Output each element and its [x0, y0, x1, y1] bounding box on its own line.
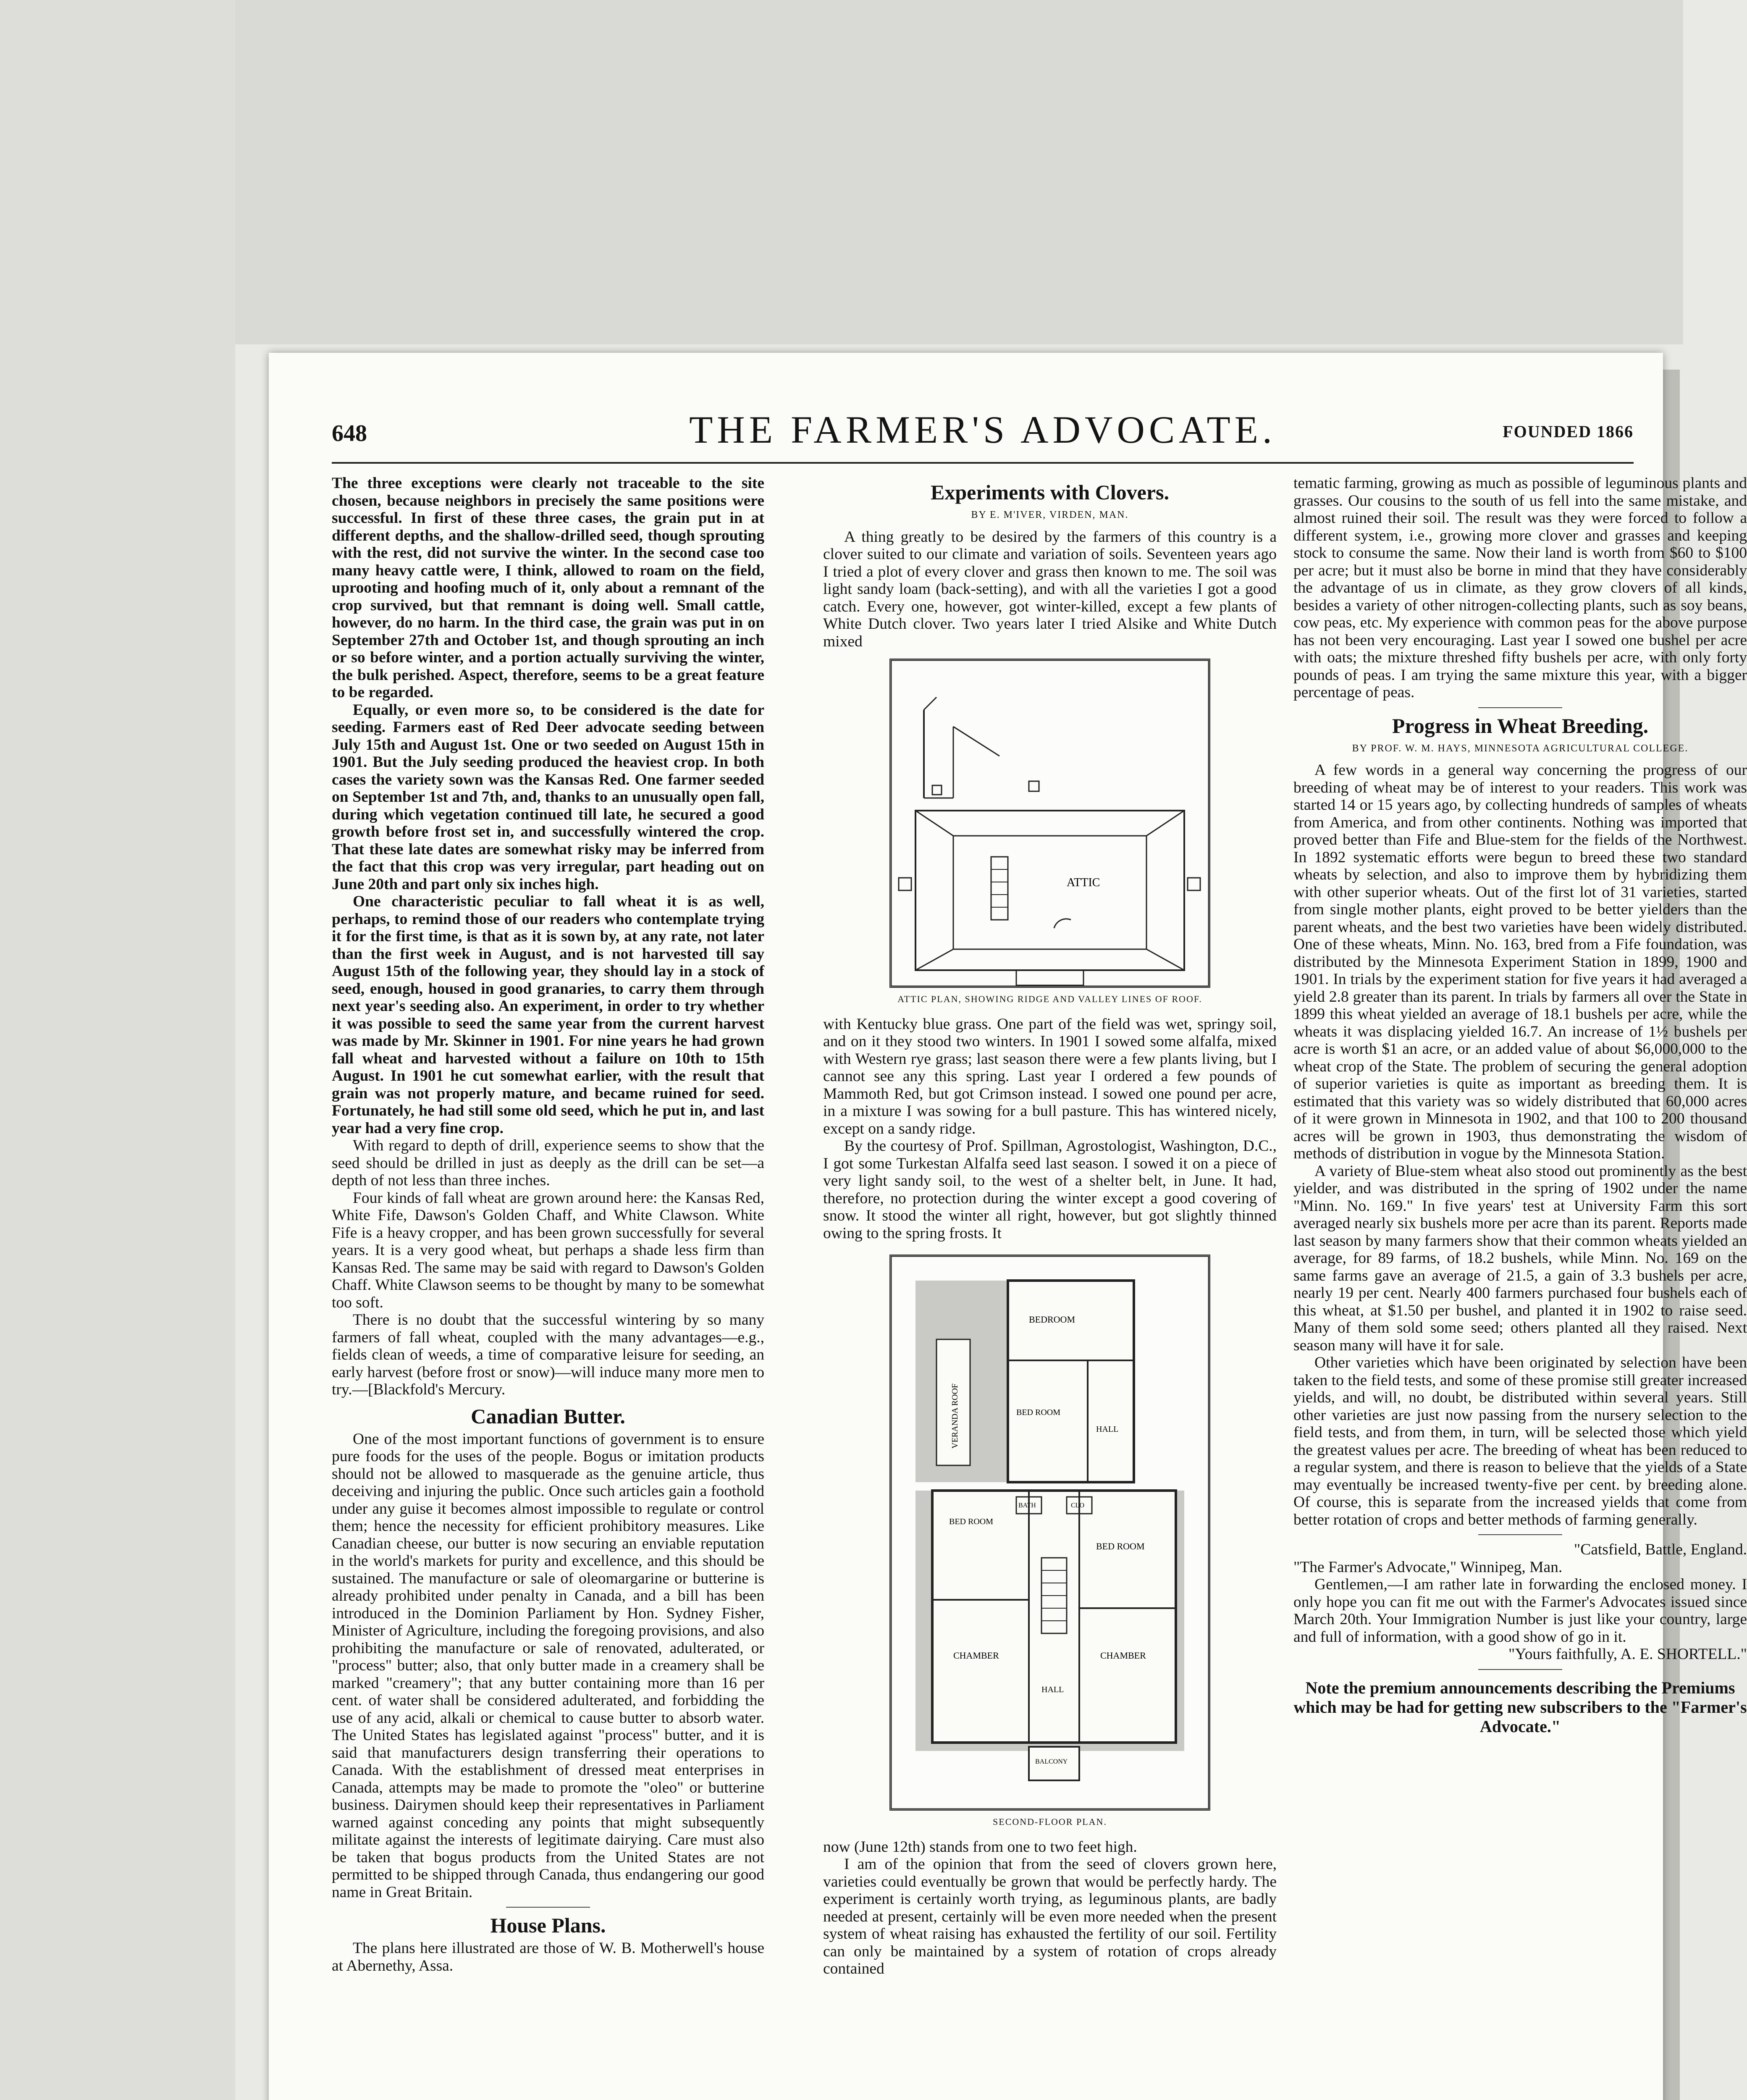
section-title-canadian-butter: Canadian Butter. — [471, 1404, 625, 1428]
article-paragraph: Other varieties which have been originated by selection have been taken to the field tests, and some of these promise still greater increased yields, and will, no doubt, be distributed within several years. Still other varieties are just now passing from the nursery selection to the field tests, and from them, in turn, will be selected those which yield the greatest values per acre. The breeding of wheat has been reduced to a regular system, and there is reason to believe that the yields of a State may eventually be increased twenty-five per cent. by breeding alone. Of course, this is separate from the increased yields that come from better rotation of crops and better methods of farming generally. — [1293, 1354, 1747, 1528]
room-label-veranda: VERANDA ROOF — [950, 1383, 960, 1449]
article-paragraph: tematic farming, growing as much as possible of leguminous plants and grasses. Our cousins to the south of us fell into the same mistake, and almost ruined their soil. The result was they were forced to follow a different system, i.e., growing more clover and grasses and keeping stock to consume the same. Now their land is worth from $60 to $100 per acre; but it must also be borne in mind that they have considerably the advantage of us in climate, as they grow clovers of all kinds, besides a variety of other nitrogen-collecting plants, such as soy beans, cow peas, etc. My experience with common peas for the above purpose has not been very encouraging. Last year I sowed one bushel per acre with oats; the mixture threshed fifty bushels per acre, with only forty pounds of peas. I am trying the same mixture this year, with a bigger percentage of peas. — [1293, 475, 1747, 701]
section-title-wheat-breeding: Progress in Wheat Breeding. — [1392, 714, 1649, 738]
article-byline: BY PROF. W. M. HAYS, MINNESOTA AGRICULTURAL COLLEGE. — [1352, 743, 1689, 754]
letter-signature: "Yours faithfully, A. E. SHORTELL." — [1508, 1646, 1747, 1663]
scan-background-top — [0, 0, 1683, 344]
newspaper-page — [269, 353, 1747, 2100]
page-header — [332, 407, 1634, 464]
column-right — [1293, 475, 1747, 2100]
article-paragraph: A variety of Blue-stem wheat also stood out prominently as the best yielder, and was distributed in the spring of 1902 under the name "Minn. No. 169." In five years' test at University Farm this sort averaged nearly six bushels more per acre than its parent. Reports made last season by many farmers show that their common wheats yielded an average, for 89 farms, of 18.2 bushels, while Minn. No. 169 on the same farms gave an average of 21.5, a gain of 3.3 bushels per acre, nearly 19 per cent. Nearly 400 farmers purchased four bushels each of this wheat, at $1.50 per bushel, and planted it in 1902 to raise seed. Many of them sold some seed; others planted all they raised. Next season many will have it for sale. — [1293, 1162, 1747, 1354]
section-divider — [1478, 1669, 1562, 1670]
article-paragraph: One of the most important functions of government is to ensure pure foods for the uses of the people. Bogus or imitation products should not be allowed to masquerade as the genuine article, thus deceiving and injuring the public. Once such articles gain a foothold under any guise it becomes almost impossible to regulate or control them; hence the necessity for efficient prohibitory measures. Like Canadian cheese, our butter is now securing an enviable reputation in the world's markets for purity and excellence, and this should be sustained. The manufacture or sale of oleomargarine or butterine is already prohibited under penalty in Canada, and a bill has been introduced in the Dominion Parliament by Hon. Sydney Fisher, Minister of Agriculture, including the foregoing provisions, and also prohibiting the manufacture or sale of renovated, adulterated, or "process" butter; also, that only butter made in a creamery shall be marked "creamery"; that any butter containing more than 16 per cent. of water shall be considered adulterated, and forbidding the use of any acid, alkali or chemical to cause butter to absorb water. The United States has legislated against "process" butter, and it is said that manufacturers design transferring their operations to Canada. With the establishment of dressed meat enterprises in Canada, attempts may be made to promote the "oleo" or butterine business. Dairymen should keep their representatives in Parliament warned against conceding any points that might subsequently militate against the interests of legitimate dairying. Care must also be taken that bogus products from the United States are not permitted to be shipped through Canada, thus endangering our good name in Great Britain. — [332, 1430, 764, 1901]
article-byline: BY E. M'IVER, VIRDEN, MAN. — [971, 509, 1129, 520]
room-label-chamber: CHAMBER — [1100, 1650, 1146, 1661]
letter-recipient: "The Farmer's Advocate," Winnipeg, Man. — [1293, 1558, 1563, 1576]
article-paragraph: I am of the opinion that from the seed of clovers grown here, varieties could eventually be grown that would be perfectly hardy. The experiment is certainly worth trying, as leguminous plants, are badly needed at present, certainly will be even more needed when the present system of wheat raising has exhausted the fertility of our soil. Fertility can only be maintained by a system of rotation of crops already contained — [823, 1856, 1277, 1977]
section-divider — [506, 1907, 590, 1908]
room-label-hall: HALL — [1041, 1685, 1064, 1694]
masthead-title: THE FARMER'S ADVOCATE. — [689, 408, 1276, 451]
article-paragraph: A thing greatly to be desired by the farmers of this country is a clover suited to our climate and variation of soils. Seventeen years ago I tried a plot of every clover and grass then known to me. The soil was light sandy loam (back-setting), and with all the varieties I got a good catch. Every one, however, got winter-killed, except a few plants of White Dutch clover. Two years later I tried Alsike and White Dutch mixed — [823, 528, 1277, 650]
room-label-bedroom: BED ROOM — [1096, 1541, 1145, 1551]
attic-label: ATTIC — [1067, 876, 1100, 889]
article-paragraph: with Kentucky blue grass. One part of the field was wet, springy soil, and on it they stood two winters. In 1901 I sowed some alfalfa, mixed with Western rye grass; last season there were a few plants living, but I cannot see any this spring. Last year I ordered a few pounds of Mammoth Red, but got Crimson instead. I sowed one pound per acre, in a mixture I was sowing for a bull pasture. This has wintered nicely, except on a sandy ridge. — [823, 1015, 1277, 1137]
room-label-chamber: CHAMBER — [953, 1650, 999, 1661]
room-label-bedroom: BED ROOM — [949, 1517, 994, 1526]
article-paragraph: Equally, or even more so, to be considered is the date for seeding. Farmers east of Red Deer advocate seeding between July 15th and August 1st. One or two seeded on August 15th in 1901. But the July seeding produced the heaviest crop. In both cases the variety sown was the Kansas Red. One farmer seeded on September 1st and 7th, and, thanks to an unusually open fall, during which vegetation continued till late, he secured a good growth before frost set in, and successfully wintered the crop. That these late dates are somewhat risky may be inferred from the fact that this crop was very irregular, part heading out on June 20th and part only six inches high. — [332, 701, 764, 893]
premium-notice: Note the premium announcements describing the Premiums which may be had for getting new subscribers to the "Farmer's Advocate." — [1293, 1678, 1747, 1736]
section-divider — [1478, 1534, 1562, 1535]
scan-background-left — [0, 0, 235, 2100]
article-paragraph: The plans here illustrated are those of W. B. Motherwell's house at Abernethy, Assa. — [332, 1940, 764, 1974]
article-paragraph: now (June 12th) stands from one to two feet high. — [823, 1838, 1137, 1856]
founded-label: FOUNDED 1866 — [1503, 422, 1634, 441]
attic-plan-caption: ATTIC PLAN, SHOWING RIDGE AND VALLEY LINES OF ROOF. — [897, 994, 1202, 1004]
attic-plan-figure — [889, 659, 1210, 988]
article-paragraph: A few words in a general way concerning the progress of our breeding of wheat may be of interest to your readers. This work was started 14 or 15 years ago, by collecting hundreds of samples of wheats from America, and from other continents. Nothing was imported that proved better than Fife and Blue-stem for the fields of the Northwest. In 1892 systematic efforts were begun to breed these two standard wheats by selection, and also to improve them by hybridizing them with other superior wheats. Out of the first lot of 31 varieties, started from single mother plants, eight proved to be better yielders than the parent wheats, and the best two varieties have been widely distributed. One of these wheats, Minn. No. 163, bred from a Fife foundation, was distributed by the Minnesota Experiment Station in 1899, 1900 and 1901. In trials by the experiment station for five years it had averaged a yield 2.8 greater than its parent. In trials by farmers all over the State in 1899 this wheat yielded an average of 18.1 bushels per acre, while the wheats it was displacing yielded 16.7. An increase of 1½ bushels per acre is worth $1 an acre, or an added value of about $6,000,000 to the wheat crop of the State. The problem of securing the general adoption of superior varieties is quite as important as breeding them. It is estimated that this variety was so widely distributed that 60,000 acres of it were grown in Minnesota in 1902, and that 100 to 200 thousand acres will be grown in 1903, thus demonstrating the wisdom of methods of distribution in vogue by the Minnesota Station. — [1293, 761, 1747, 1162]
column-middle — [823, 475, 1277, 2100]
article-paragraph: The three exceptions were clearly not traceable to the site chosen, because neighbors in precisely the same positions were successful. In first of these three cases, the grain put in at different depths, and the shallow-drilled seed, though sprouting with the rest, did not survive the winter. In the second case too many heavy cattle were, I think, allowed to roam on the field, uprooting and hoofing much of it, only about a remnant of the crop survived, but that remnant is doing well. Small cattle, however, do no harm. In the third case, the grain was put in on September 27th and October 1st, and though sprouting an inch or so before winter, and a portion actually surviving the winter, the bulk perished. Aspect, therefore, seems to be a great feature to be regarded. — [332, 475, 764, 701]
article-paragraph: One characteristic peculiar to fall wheat it is as well, perhaps, to remind those of our readers who contemplate trying it for the first time, is that as it is sown by, at any rate, not later than the first week in August, and is not harvested till say August 15th of the following year, they should lay in a stock of seed, enough, housed in good granaries, to carry them through next year's seeding also. An experiment, in order to try whether it was possible to seed the same year from the current harvest was made by Mr. Skinner in 1901. For nine years he had grown fall wheat and harvested without a failure on 10th to 15th August. In 1901 he cut somewhat earlier, with the result that grain was not properly mature, and became ruined for seed. Fortunately, he had still some old seed, which he put in, and last year had a very fine crop. — [332, 893, 764, 1137]
letter-place: "Catsfield, Battle, England. — [1574, 1541, 1747, 1558]
column-left — [332, 475, 764, 2100]
room-label-bath: BATH — [1018, 1502, 1036, 1509]
article-paragraph: There is no doubt that the successful wintering by so many farmers of fall wheat, coupled with the many advantages—e.g., fields clean of weeds, a time of comparative leisure for seeding, an early harvest (before frost or snow)—will induce many more men to try.—[Blackfold's Mercury. — [332, 1311, 764, 1398]
letter-body: Gentlemen,—I am rather late in forwarding the enclosed money. I only hope you can fit me out with the Farmer's Advocates issued since March 20th. Your Immigration Number is just like your country, large and full of information, with a good show of go in it. — [1293, 1576, 1747, 1646]
room-label-hall: HALL — [1096, 1425, 1119, 1434]
second-floor-plan-figure — [889, 1255, 1210, 1811]
article-paragraph: Four kinds of fall wheat are grown around here: the Kansas Red, White Fife, Dawson's Golden Chaff, and White Clawson. White Fife is a heavy cropper, and has been grown successfully for several years. It is a very good wheat, but perhaps a shade less firm than Kansas Red. The same may be said with regard to Dawson's Golden Chaff. White Clawson seems to be thought by many to be somewhat too soft. — [332, 1189, 764, 1311]
room-label-bedroom: BED ROOM — [1016, 1408, 1061, 1417]
room-label-bedroom: BEDROOM — [1029, 1314, 1075, 1325]
section-title-clovers: Experiments with Clovers. — [931, 480, 1169, 504]
section-divider — [1478, 707, 1562, 708]
article-paragraph: By the courtesy of Prof. Spillman, Agrostologist, Washington, D.C., I got some Turkestan Alfalfa seed last season. I sowed it on a piece of very light sandy soil, to the west of a shelter belt, in June. It had, therefore, no protection during the winter except a good covering of snow. It stood the winter all right, however, but got slightly thinned owing to the spring frosts. It — [823, 1137, 1277, 1242]
page-number: 648 — [332, 420, 367, 446]
article-paragraph: With regard to depth of drill, experience seems to show that the seed should be drilled in just as deeply as the drill can be set—a depth of not less than three inches. — [332, 1137, 764, 1189]
room-label-closet: CLO — [1071, 1502, 1084, 1509]
section-title-house-plans: House Plans. — [490, 1914, 606, 1937]
room-label-balcony: BALCONY — [1035, 1758, 1068, 1765]
floor-plan-caption: SECOND-FLOOR PLAN. — [993, 1816, 1107, 1827]
